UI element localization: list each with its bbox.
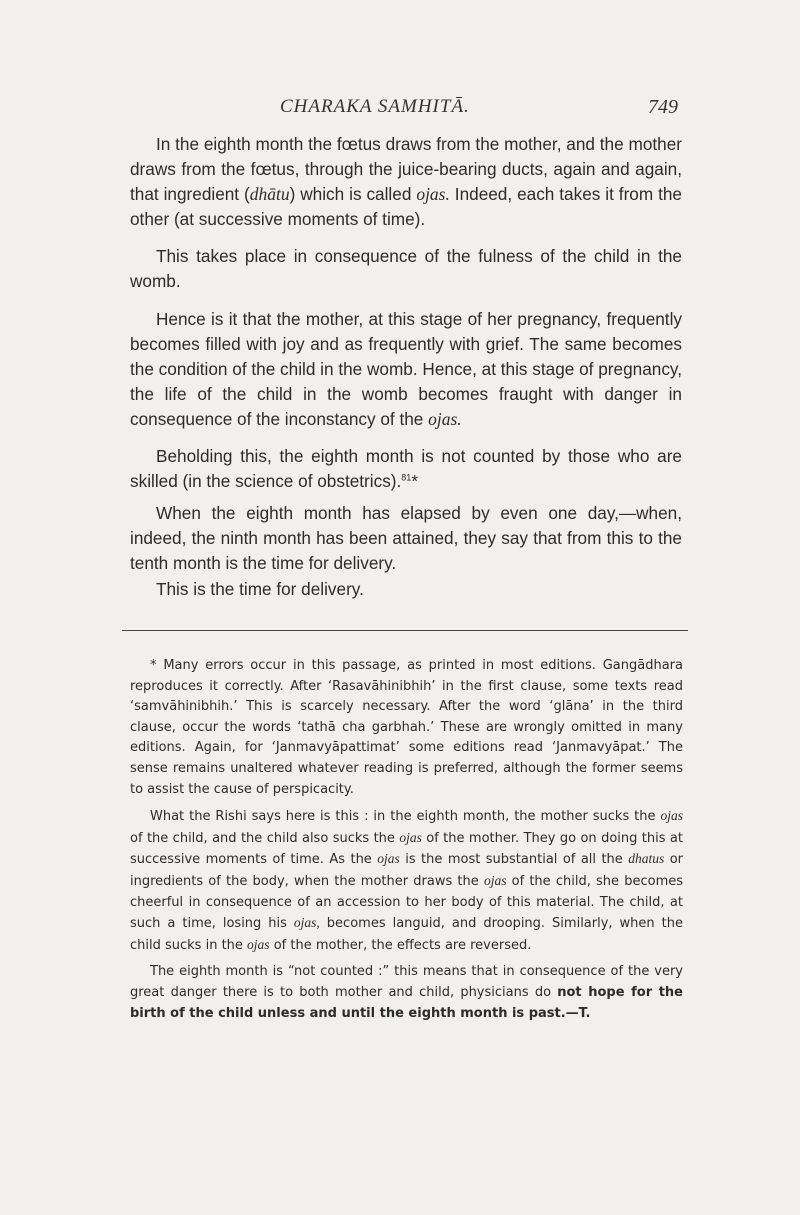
- paragraph-4-text: Beholding this, the eighth month is not counted by those who are skilled (in the science of obstetrics).: [130, 446, 682, 492]
- term-ojas: ojas.: [416, 184, 450, 205]
- footnote-2-text: is the most substantial of all the: [399, 852, 629, 868]
- footnote-marker: *: [411, 471, 419, 492]
- term-ojas: ojas: [377, 851, 400, 867]
- footnote-3: [130, 962, 683, 1024]
- footnote-2-text: of the child, she becomes cheerful in consequence of an accession to her body of this material. The child, at such a time, losing his: [130, 873, 683, 932]
- running-header: [130, 96, 678, 126]
- paragraph-5: When the eighth month has elapsed by even one day,—when, indeed, the ninth month has been attained, they say that from this to the tenth month is the time for delivery.: [130, 503, 682, 574]
- paragraph-2: This takes place in consequence of the fulness of the child in the womb.: [130, 246, 682, 292]
- paragraph-4: [130, 444, 682, 494]
- running-title: CHARAKA SAMHITĀ.: [280, 96, 470, 117]
- paragraph-1-text-a: In the eighth month the fœtus draws from the mother, and the mother draws from the fœtus, through the juice-bearing ducts, again and again, that ingredient (: [130, 134, 682, 205]
- paragraph-6: This is the time for delivery.: [156, 578, 364, 599]
- footnotes: [130, 656, 683, 1030]
- paragraph-1-text-b: ) which is called: [289, 184, 417, 205]
- footnote-2-text: What the Rishi says here is this : in the eighth month, the mother sucks the: [150, 809, 661, 825]
- verse-number: 81: [401, 472, 412, 483]
- term-ojas: ojas.: [428, 408, 462, 429]
- footnote-1: * Many errors occur in this passage, as printed in most editions. Gangādhara reproduces it correctly. After ‘Rasavāhinibhih’ in the first clause, some texts read ‘samvāhinibhih.’ This is scarcely necessary. After the word ‘glāna’ in the third clause, occur the words ‘tathā cha garbhah.’ These are wrongly omitted in many editions. Again, for ‘Janmavyāpattimat’ some editions read ‘Janmavyāpat.’ The sense remains unaltered whatever reading is preferred, although the former seems to assist the cause of perspicacity.: [130, 658, 683, 797]
- term-ojas: ojas,: [293, 915, 320, 931]
- footnote-2: [130, 806, 683, 956]
- page-number: 749: [648, 96, 678, 118]
- footnote-2-text: of the mother, the effects are reversed.: [269, 937, 532, 953]
- footnote-2-text: or ingredients of the body, when the mother draws the: [130, 852, 684, 889]
- term-ojas: ojas: [660, 808, 683, 824]
- footnote-3-bold-text: not hope for the birth of the child unless and until the eighth month is past.—T.: [130, 984, 683, 1021]
- footnote-3-text: The eighth month is “not counted :” this means that in consequence of the very great danger there is to both mother and child, physicians do: [130, 964, 683, 1000]
- paragraph-1: [130, 132, 682, 232]
- term-dhatu: dhātu: [249, 184, 290, 205]
- term-ojas: ojas: [483, 872, 507, 888]
- footnote-2-text: of the child, and the child also sucks the: [130, 830, 400, 846]
- term-ojas: ojas: [247, 936, 270, 952]
- footnote-rule: [122, 630, 688, 631]
- paragraph-3-text: Hence is it that the mother, at this stage of her pregnancy, frequently becomes filled with joy and as frequently with grief. The same becomes the condition of the child in the womb. Hence, at this stage of pregnancy, the life of the child in the womb becomes fraught with danger in consequence of the inconstancy of the: [130, 308, 682, 429]
- main-text: [130, 132, 682, 602]
- paragraph-1-text-c: Indeed, each takes it from the other (at successive moments of time).: [130, 184, 682, 230]
- footnote-2-text: becomes languid, and drooping. Similarly, when the child sucks in the: [130, 916, 683, 953]
- term-dhatus: dhatus: [628, 851, 665, 867]
- footnote-2-text: of the mother. They go on doing this at successive moments of time. As the: [130, 830, 683, 868]
- term-ojas: ojas: [399, 829, 422, 845]
- paragraph-3: [130, 307, 682, 432]
